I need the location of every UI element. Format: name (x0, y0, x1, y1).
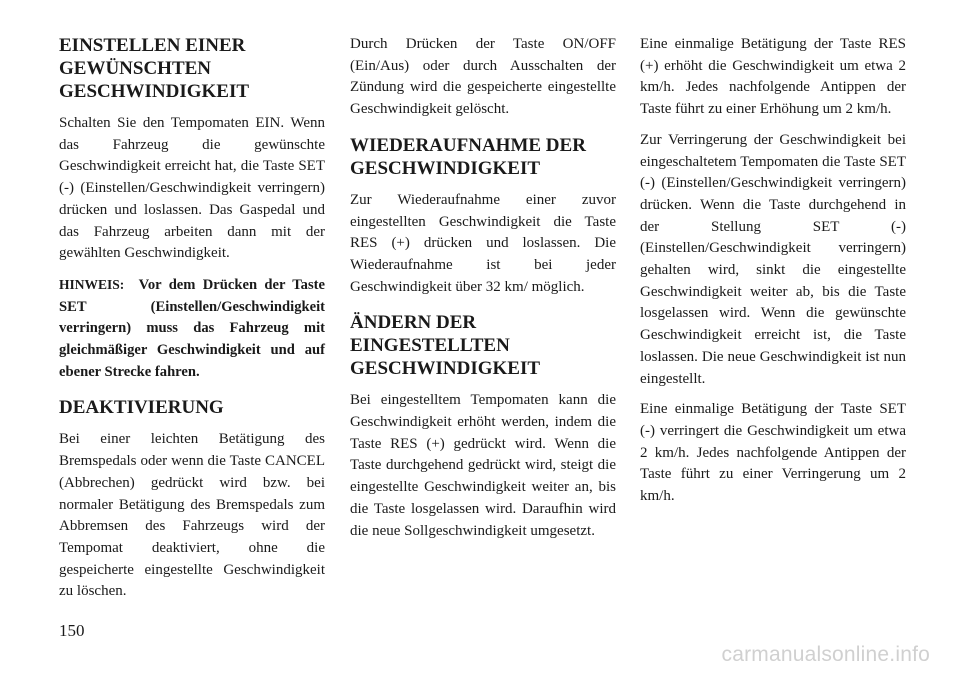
paragraph-resume-speed: Zur Wiederaufnahme einer zuvor eingestellten Geschwindigkeit die Taste RES (+) drücken und loslassen. Die Wiederaufnahme ist bei jeder Geschwindigkeit über 32 km/ möglich. (350, 191, 616, 295)
heading-resume-speed: WIEDERAUFNAHME DER GESCHWINDIGKEIT (350, 134, 586, 179)
column-right (640, 34, 906, 517)
note-text: Vor dem Drücken der Taste SET (Einstellen/Geschwindigkeit verringern) muss das Fahrzeug mit gleichmäßiger Geschwindigkeit und auf ebener Strecke fahren. (59, 276, 325, 380)
column-middle (350, 34, 616, 551)
paragraph-decrease-speed: Zur Verringerung der Geschwindigkeit bei eingeschaltetem Tempomaten die Taste SET (-) (Einstellen/Geschwindigkeit verringern) drücken. Wenn die Taste durchgehend in der Stellung SET (-) (Einstellen/Geschwindigkeit verringern) gehalten wird, sinkt die eingestellte Geschwindigkeit weiter ab, bis die Taste losgelassen wird. Wenn die gewünschte Geschwindigkeit erreicht ist, die Taste loslassen. Die neue Geschwindigkeit ist nun eingestellt. (640, 131, 906, 387)
paragraph-deactivation: Bei einer leichten Betätigung des Bremspedals oder wenn die Taste CANCEL (Abbrechen) gedrückt wird bzw. bei normaler Betätigung des Bremspedals zum Abbremsen des Fahrzeugs wird der Tempomat deaktiviert, ohne die gespeicherte eingestellte Geschwindigkeit zu löschen. (59, 431, 325, 600)
page-number: 150 (59, 621, 85, 640)
note-paragraph (59, 274, 325, 384)
column-left (59, 34, 325, 612)
paragraph-change-speed: Bei eingestelltem Tempomaten kann die Geschwindigkeit erhöht werden, indem die Taste RES (+) gedrückt wird. Wenn die Taste durchgehend gedrückt wird, steigt die eingestellte Geschwindigkeit weiter an, bis die Taste losgelassen wird. Daraufhin wird die neue Sollgeschwindigkeit umgesetzt. (350, 392, 616, 539)
watermark: carmanualsonline.info (721, 643, 930, 666)
heading-deactivation: DEAKTIVIERUNG (59, 397, 224, 419)
paragraph-decrease-step: Eine einmalige Betätigung der Taste SET (-) verringert die Geschwindigkeit um etwa 2 km/h. Jedes nachfolgende Antippen der Taste führt zu einer Verringerung um 2 km/h. (640, 401, 906, 505)
paragraph-on-off: Durch Drücken der Taste ON/OFF (Ein/Aus) oder durch Ausschalten der Zündung wird die gespeicherte eingestellte Geschwindigkeit gelöscht. (350, 36, 616, 118)
note-label: HINWEIS: (59, 276, 125, 292)
paragraph-increase-step: Eine einmalige Betätigung der Taste RES (+) erhöht die Geschwindigkeit um etwa 2 km/h. Jedes nachfolgende Antippen der Taste führt zu einer Erhöhung um 2 km/h. (640, 36, 906, 118)
paragraph-set-speed: Schalten Sie den Tempomaten EIN. Wenn das Fahrzeug die gewünschte Geschwindigkeit erreicht hat, die Taste SET (-) (Einstellen/Geschwindigkeit verringern) drücken und loslassen. Das Gaspedal und das Fahrzeug arbeiten dann mit der gewählten Geschwindigkeit. (59, 115, 325, 262)
heading-change-speed: ÄNDERN DER EINGESTELLTEN GESCHWINDIGKEIT (350, 312, 541, 380)
heading-set-speed: EINSTELLEN EINER GEWÜNSCHTEN GESCHWINDIGKEIT (59, 35, 250, 102)
